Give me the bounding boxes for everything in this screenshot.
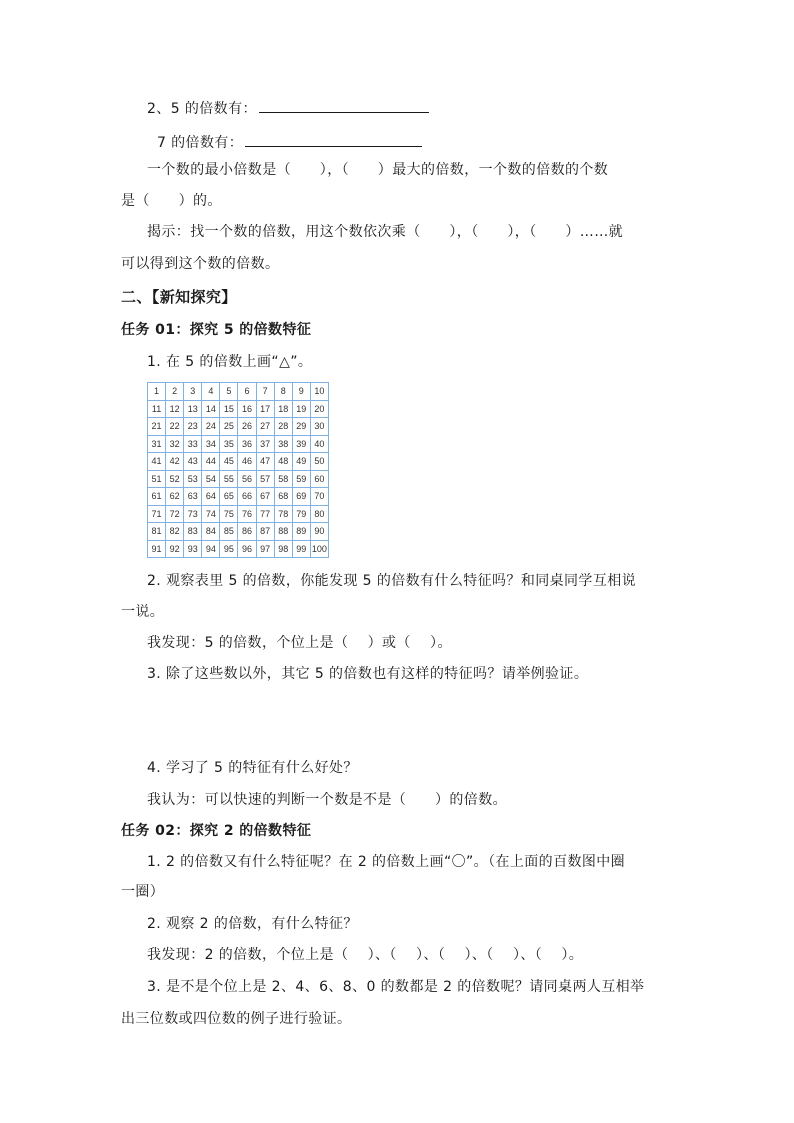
hundred-chart-cell[interactable]: 6	[238, 383, 256, 401]
hundred-chart-cell[interactable]: 70	[310, 488, 328, 506]
hundred-chart-cell[interactable]: 16	[238, 400, 256, 418]
hundred-chart-cell[interactable]: 38	[274, 435, 292, 453]
hundred-chart-cell[interactable]: 46	[238, 453, 256, 471]
hundred-chart-cell[interactable]: 13	[184, 400, 202, 418]
hundred-chart-cell[interactable]: 12	[166, 400, 184, 418]
hundred-chart-cell[interactable]: 91	[148, 540, 166, 558]
hundred-chart-cell[interactable]: 72	[166, 505, 184, 523]
hundred-chart-cell[interactable]: 35	[220, 435, 238, 453]
multiples-of-5-prompt	[147, 97, 429, 119]
hundred-chart-cell[interactable]: 85	[220, 523, 238, 541]
hundred-chart-cell[interactable]: 15	[220, 400, 238, 418]
hundred-chart-cell[interactable]: 39	[292, 435, 310, 453]
hundred-chart-cell[interactable]: 36	[238, 435, 256, 453]
hundred-chart-cell[interactable]: 76	[238, 505, 256, 523]
task-2-finding: 我发现：2 的倍数，个位上是（ ）、（ ）、（ ）、（ ）、（ ）。	[147, 947, 584, 963]
hundred-chart-row	[148, 540, 329, 558]
task-2-question-2: 2. 观察 2 的倍数，有什么特征？	[147, 916, 358, 932]
hundred-chart-cell[interactable]: 57	[256, 470, 274, 488]
hundred-chart-cell[interactable]: 50	[310, 453, 328, 471]
multiples-of-7-prompt	[157, 131, 422, 153]
hundred-chart-cell[interactable]: 37	[256, 435, 274, 453]
multiples-of-7-label: 7 的倍数有：	[157, 135, 244, 151]
hundred-chart-cell[interactable]: 80	[310, 505, 328, 523]
hundred-chart-cell[interactable]: 93	[184, 540, 202, 558]
hundred-chart-row	[148, 505, 329, 523]
task-2-question-1-line1: 1. 2 的倍数又有什么特征呢？在 2 的倍数上画“〇”。（在上面的百数图中圈	[147, 854, 626, 870]
task-1-finding: 我发现：5 的倍数，个位上是（ ）或（ ）。	[147, 635, 452, 651]
hundred-chart-cell[interactable]: 7	[256, 383, 274, 401]
hundred-chart-cell[interactable]: 61	[148, 488, 166, 506]
hundred-chart-cell[interactable]: 54	[202, 470, 220, 488]
hundred-chart-cell[interactable]: 65	[220, 488, 238, 506]
hundred-chart-cell[interactable]: 87	[256, 523, 274, 541]
hundred-chart-cell[interactable]: 41	[148, 453, 166, 471]
hundred-chart-cell[interactable]: 100	[310, 540, 328, 558]
hundred-chart-cell[interactable]: 30	[310, 418, 328, 436]
task-1-title: 任务 01：探究 5 的倍数特征	[121, 322, 312, 338]
hundred-chart-cell[interactable]: 69	[292, 488, 310, 506]
min-multiple-line2: 是（ ）的。	[121, 193, 222, 209]
task-2-question-1-line2: 一圈）	[121, 884, 165, 900]
hundred-chart-cell[interactable]: 55	[220, 470, 238, 488]
hundred-chart	[147, 382, 329, 558]
min-multiple-line1: 一个数的最小倍数是（ ），（ ）最大的倍数，一个数的倍数的个数	[147, 162, 609, 178]
task-2-title: 任务 02：探究 2 的倍数特征	[121, 823, 312, 839]
hundred-chart-cell[interactable]: 56	[238, 470, 256, 488]
hundred-chart-row	[148, 418, 329, 436]
task-2-question-3-line2: 出三位数或四位数的例子进行验证。	[121, 1011, 352, 1027]
hundred-chart-cell[interactable]: 98	[274, 540, 292, 558]
hundred-chart-cell[interactable]: 22	[166, 418, 184, 436]
hundred-chart-row	[148, 383, 329, 401]
hundred-chart-cell[interactable]: 9	[292, 383, 310, 401]
hundred-chart-cell[interactable]: 94	[202, 540, 220, 558]
hundred-chart-cell[interactable]: 79	[292, 505, 310, 523]
hundred-chart-cell[interactable]: 89	[292, 523, 310, 541]
hundred-chart-cell[interactable]: 33	[184, 435, 202, 453]
hint-line2: 可以得到这个数的倍数。	[121, 256, 280, 272]
hundred-chart-cell[interactable]: 71	[148, 505, 166, 523]
hundred-chart-cell[interactable]: 67	[256, 488, 274, 506]
hundred-chart-cell[interactable]: 44	[202, 453, 220, 471]
hundred-chart-cell[interactable]: 1	[148, 383, 166, 401]
hundred-chart-cell[interactable]: 11	[148, 400, 166, 418]
hundred-chart-cell[interactable]: 20	[310, 400, 328, 418]
hundred-chart-cell[interactable]: 66	[238, 488, 256, 506]
answer-blank-multiples-7[interactable]	[245, 131, 422, 147]
hundred-chart-row	[148, 523, 329, 541]
hundred-chart-cell[interactable]: 77	[256, 505, 274, 523]
task-1-opinion: 我认为：可以快速的判断一个数是不是（ ）的倍数。	[147, 792, 507, 808]
hundred-chart-cell[interactable]: 17	[256, 400, 274, 418]
hundred-chart-cell[interactable]: 3	[184, 383, 202, 401]
hundred-chart-cell[interactable]: 90	[310, 523, 328, 541]
hundred-chart-cell[interactable]: 40	[310, 435, 328, 453]
hundred-chart-cell[interactable]: 81	[148, 523, 166, 541]
hundred-chart-cell[interactable]: 18	[274, 400, 292, 418]
hundred-chart-row	[148, 435, 329, 453]
task-1-question-2-line1: 2. 观察表里 5 的倍数，你能发现 5 的倍数有什么特征吗？和同桌同学互相说	[147, 573, 637, 589]
hundred-chart-cell[interactable]: 58	[274, 470, 292, 488]
hundred-chart-row	[148, 453, 329, 471]
hundred-chart-cell[interactable]: 97	[256, 540, 274, 558]
hundred-chart-row	[148, 470, 329, 488]
hundred-chart-cell[interactable]: 78	[274, 505, 292, 523]
hundred-chart-cell[interactable]: 23	[184, 418, 202, 436]
hundred-chart-cell[interactable]: 19	[292, 400, 310, 418]
hundred-chart-cell[interactable]: 64	[202, 488, 220, 506]
task-1-question-4: 4. 学习了 5 的特征有什么好处？	[147, 760, 358, 776]
hundred-chart-cell[interactable]: 92	[166, 540, 184, 558]
task-1-question-2-line2: 一说。	[121, 604, 165, 620]
hundred-chart-cell[interactable]: 99	[292, 540, 310, 558]
hundred-chart-cell[interactable]: 86	[238, 523, 256, 541]
task-1-question-1: 1. 在 5 的倍数上画“△”。	[147, 354, 313, 370]
hundred-chart-cell[interactable]: 48	[274, 453, 292, 471]
hundred-chart-cell[interactable]: 73	[184, 505, 202, 523]
hundred-chart-cell[interactable]: 68	[274, 488, 292, 506]
hundred-chart-cell[interactable]: 60	[310, 470, 328, 488]
hundred-chart-cell[interactable]: 34	[202, 435, 220, 453]
hundred-chart-cell[interactable]: 24	[202, 418, 220, 436]
hundred-chart-cell[interactable]: 62	[166, 488, 184, 506]
hundred-chart-cell[interactable]: 96	[238, 540, 256, 558]
hundred-chart-cell[interactable]: 52	[166, 470, 184, 488]
hundred-chart-cell[interactable]: 2	[166, 383, 184, 401]
hundred-chart-cell[interactable]: 63	[184, 488, 202, 506]
task-1-question-3: 3. 除了这些数以外，其它 5 的倍数也有这样的特征吗？请举例验证。	[147, 666, 589, 682]
hundred-chart-cell[interactable]: 84	[202, 523, 220, 541]
hundred-chart-cell[interactable]: 74	[202, 505, 220, 523]
hundred-chart-cell[interactable]: 31	[148, 435, 166, 453]
hundred-chart-cell[interactable]: 28	[274, 418, 292, 436]
hundred-chart-cell[interactable]: 14	[202, 400, 220, 418]
hundred-chart-cell[interactable]: 49	[292, 453, 310, 471]
hundred-chart-cell[interactable]: 5	[220, 383, 238, 401]
hundred-chart-cell[interactable]: 21	[148, 418, 166, 436]
hundred-chart-cell[interactable]: 10	[310, 383, 328, 401]
section-2-title: 二、【新知探究】	[121, 288, 237, 306]
hundred-chart-cell[interactable]: 27	[256, 418, 274, 436]
hundred-chart-cell[interactable]: 29	[292, 418, 310, 436]
task-2-question-3-line1: 3. 是不是个位上是 2、4、6、8、0 的数都是 2 的倍数呢？请同桌两人互相举	[147, 979, 645, 995]
hundred-chart-cell[interactable]: 53	[184, 470, 202, 488]
hundred-chart-cell[interactable]: 32	[166, 435, 184, 453]
multiples-of-5-label: 2、5 的倍数有：	[147, 101, 257, 117]
hundred-chart-cell[interactable]: 4	[202, 383, 220, 401]
hundred-chart-cell[interactable]: 45	[220, 453, 238, 471]
answer-blank-multiples-5[interactable]	[259, 97, 429, 113]
hundred-chart-cell[interactable]: 95	[220, 540, 238, 558]
hundred-chart-row	[148, 488, 329, 506]
hundred-chart-cell[interactable]: 51	[148, 470, 166, 488]
hundred-chart-cell[interactable]: 42	[166, 453, 184, 471]
hundred-chart-cell[interactable]: 8	[274, 383, 292, 401]
hundred-chart-row	[148, 400, 329, 418]
hundred-chart-cell[interactable]: 83	[184, 523, 202, 541]
hundred-chart-cell[interactable]: 25	[220, 418, 238, 436]
hundred-chart-cell[interactable]: 59	[292, 470, 310, 488]
hundred-chart-cell[interactable]: 82	[166, 523, 184, 541]
hundred-chart-cell[interactable]: 43	[184, 453, 202, 471]
hundred-chart-cell[interactable]: 26	[238, 418, 256, 436]
hundred-chart-cell[interactable]: 47	[256, 453, 274, 471]
hundred-chart-cell[interactable]: 88	[274, 523, 292, 541]
hint-line1: 揭示：找一个数的倍数，用这个数依次乘（ ），（ ），（ ）……就	[147, 224, 623, 240]
hundred-chart-cell[interactable]: 75	[220, 505, 238, 523]
